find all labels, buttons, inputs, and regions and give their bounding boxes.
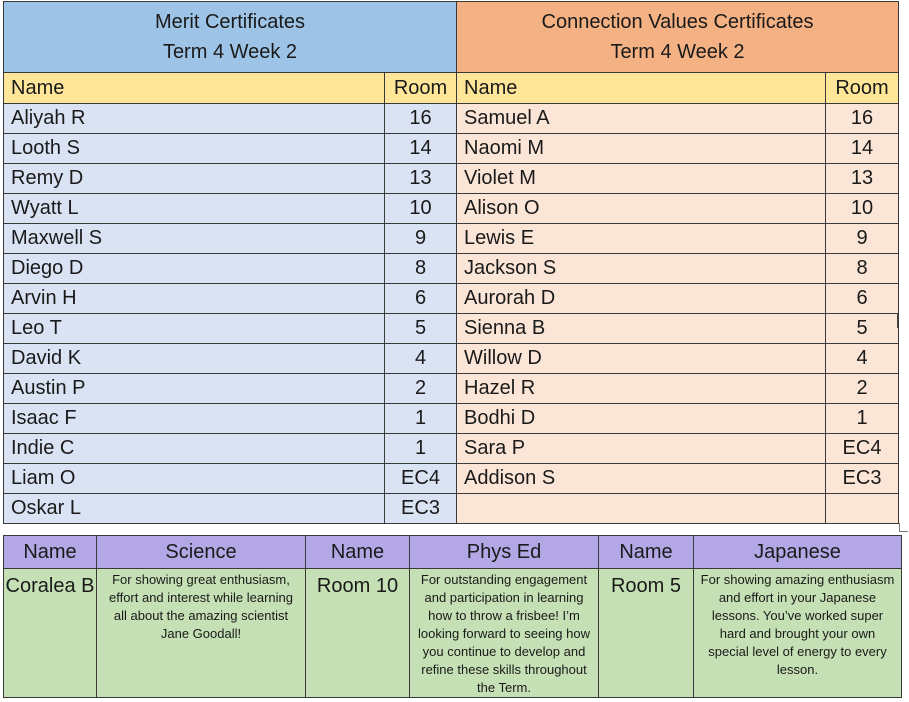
connection-room: EC3	[826, 464, 899, 494]
specialist-table	[3, 535, 902, 698]
merit-header	[4, 2, 457, 73]
connection-name: Alison O	[457, 194, 826, 224]
merit-col-name: Name	[4, 73, 385, 104]
connection-name: Hazel R	[457, 374, 826, 404]
merit-room: 6	[385, 284, 457, 314]
certificate-row	[4, 284, 899, 314]
connection-room: 9	[826, 224, 899, 254]
connection-room: 4	[826, 344, 899, 374]
merit-room: 13	[385, 164, 457, 194]
merit-name: Arvin H	[4, 284, 385, 314]
merit-name: Oskar L	[4, 494, 385, 524]
certificate-rows	[4, 104, 899, 524]
connection-name: Willow D	[457, 344, 826, 374]
connection-name: Lewis E	[457, 224, 826, 254]
japanese-citation: For showing amazing enthusiasm and effort in your Japanese lessons. You’ve worked super hard and brought your own special level of energy to every lesson.	[694, 569, 902, 698]
connection-name: Bodhi D	[457, 404, 826, 434]
merit-room: 5	[385, 314, 457, 344]
science-awardee: Coralea B	[4, 569, 97, 698]
merit-room: 9	[385, 224, 457, 254]
certificate-row	[4, 344, 899, 374]
certificate-row	[4, 194, 899, 224]
connection-room: 13	[826, 164, 899, 194]
merit-title: Merit Certificates	[154, 11, 306, 33]
connection-room: 16	[826, 104, 899, 134]
japanese-awardee: Room 5	[599, 569, 694, 698]
merit-col-room: Room	[385, 73, 457, 104]
physed-awardee: Room 10	[306, 569, 410, 698]
connection-room: 10	[826, 194, 899, 224]
certificate-row	[4, 464, 899, 494]
merit-name: Isaac F	[4, 404, 385, 434]
connection-name: Sara P	[457, 434, 826, 464]
connection-name: Sienna B	[457, 314, 826, 344]
merit-room: 8	[385, 254, 457, 284]
merit-name: Indie C	[4, 434, 385, 464]
connection-col-name: Name	[457, 73, 826, 104]
connection-room: 6	[826, 284, 899, 314]
merit-name: Aliyah R	[4, 104, 385, 134]
certificate-row	[4, 224, 899, 254]
connection-room: 8	[826, 254, 899, 284]
merit-room: EC3	[385, 494, 457, 524]
connection-name: Samuel A	[457, 104, 826, 134]
merit-name: Liam O	[4, 464, 385, 494]
certificate-row	[4, 404, 899, 434]
merit-room: 4	[385, 344, 457, 374]
merit-name: Leo T	[4, 314, 385, 344]
specialist-col-physed: Phys Ed	[410, 536, 599, 569]
certificate-row	[4, 494, 899, 524]
merit-name: Wyatt L	[4, 194, 385, 224]
certificate-row	[4, 254, 899, 284]
specialist-col-japanese: Japanese	[694, 536, 902, 569]
connection-name: Jackson S	[457, 254, 826, 284]
specialist-col-name-3: Name	[599, 536, 694, 569]
physed-citation: For outstanding engagement and participation in learning how to throw a frisbee! I’m looking forward to seeing how you continue to develop and refine these skills throughout the Term.	[410, 569, 599, 698]
connection-room: 14	[826, 134, 899, 164]
merit-name: Austin P	[4, 374, 385, 404]
merit-room: 1	[385, 434, 457, 464]
specialist-col-name-1: Name	[4, 536, 97, 569]
certificate-row	[4, 434, 899, 464]
merit-name: Maxwell S	[4, 224, 385, 254]
edge-mark	[897, 313, 898, 328]
merit-subtitle: Term 4 Week 2	[162, 41, 298, 63]
merit-name: David K	[4, 344, 385, 374]
merit-room: 1	[385, 404, 457, 434]
certificate-row	[4, 314, 899, 344]
certificate-row	[4, 374, 899, 404]
specialist-col-name-2: Name	[306, 536, 410, 569]
merit-name: Diego D	[4, 254, 385, 284]
certificate-row	[4, 164, 899, 194]
connection-name: Addison S	[457, 464, 826, 494]
merit-room: 2	[385, 374, 457, 404]
merit-room: EC4	[385, 464, 457, 494]
specialist-col-science: Science	[97, 536, 306, 569]
connection-name: Violet M	[457, 164, 826, 194]
connection-room: 5	[826, 314, 899, 344]
merit-room: 10	[385, 194, 457, 224]
connection-room: EC4	[826, 434, 899, 464]
certificates-table	[3, 1, 899, 524]
connection-room: 2	[826, 374, 899, 404]
connection-name: Aurorah D	[457, 284, 826, 314]
connection-title: Connection Values Certificates	[541, 11, 814, 33]
connection-subtitle: Term 4 Week 2	[610, 41, 745, 63]
certificate-row	[4, 104, 899, 134]
merit-room: 14	[385, 134, 457, 164]
corner-mark	[899, 523, 908, 532]
science-citation: For showing great enthusiasm, effort and interest while learning all about the amazing scientist Jane Goodall!	[97, 569, 306, 698]
connection-room: 1	[826, 404, 899, 434]
connection-room	[826, 494, 899, 524]
connection-header	[457, 2, 899, 73]
certificate-row	[4, 134, 899, 164]
merit-room: 16	[385, 104, 457, 134]
merit-name: Looth S	[4, 134, 385, 164]
connection-col-room: Room	[826, 73, 899, 104]
merit-name: Remy D	[4, 164, 385, 194]
connection-name	[457, 494, 826, 524]
connection-name: Naomi M	[457, 134, 826, 164]
